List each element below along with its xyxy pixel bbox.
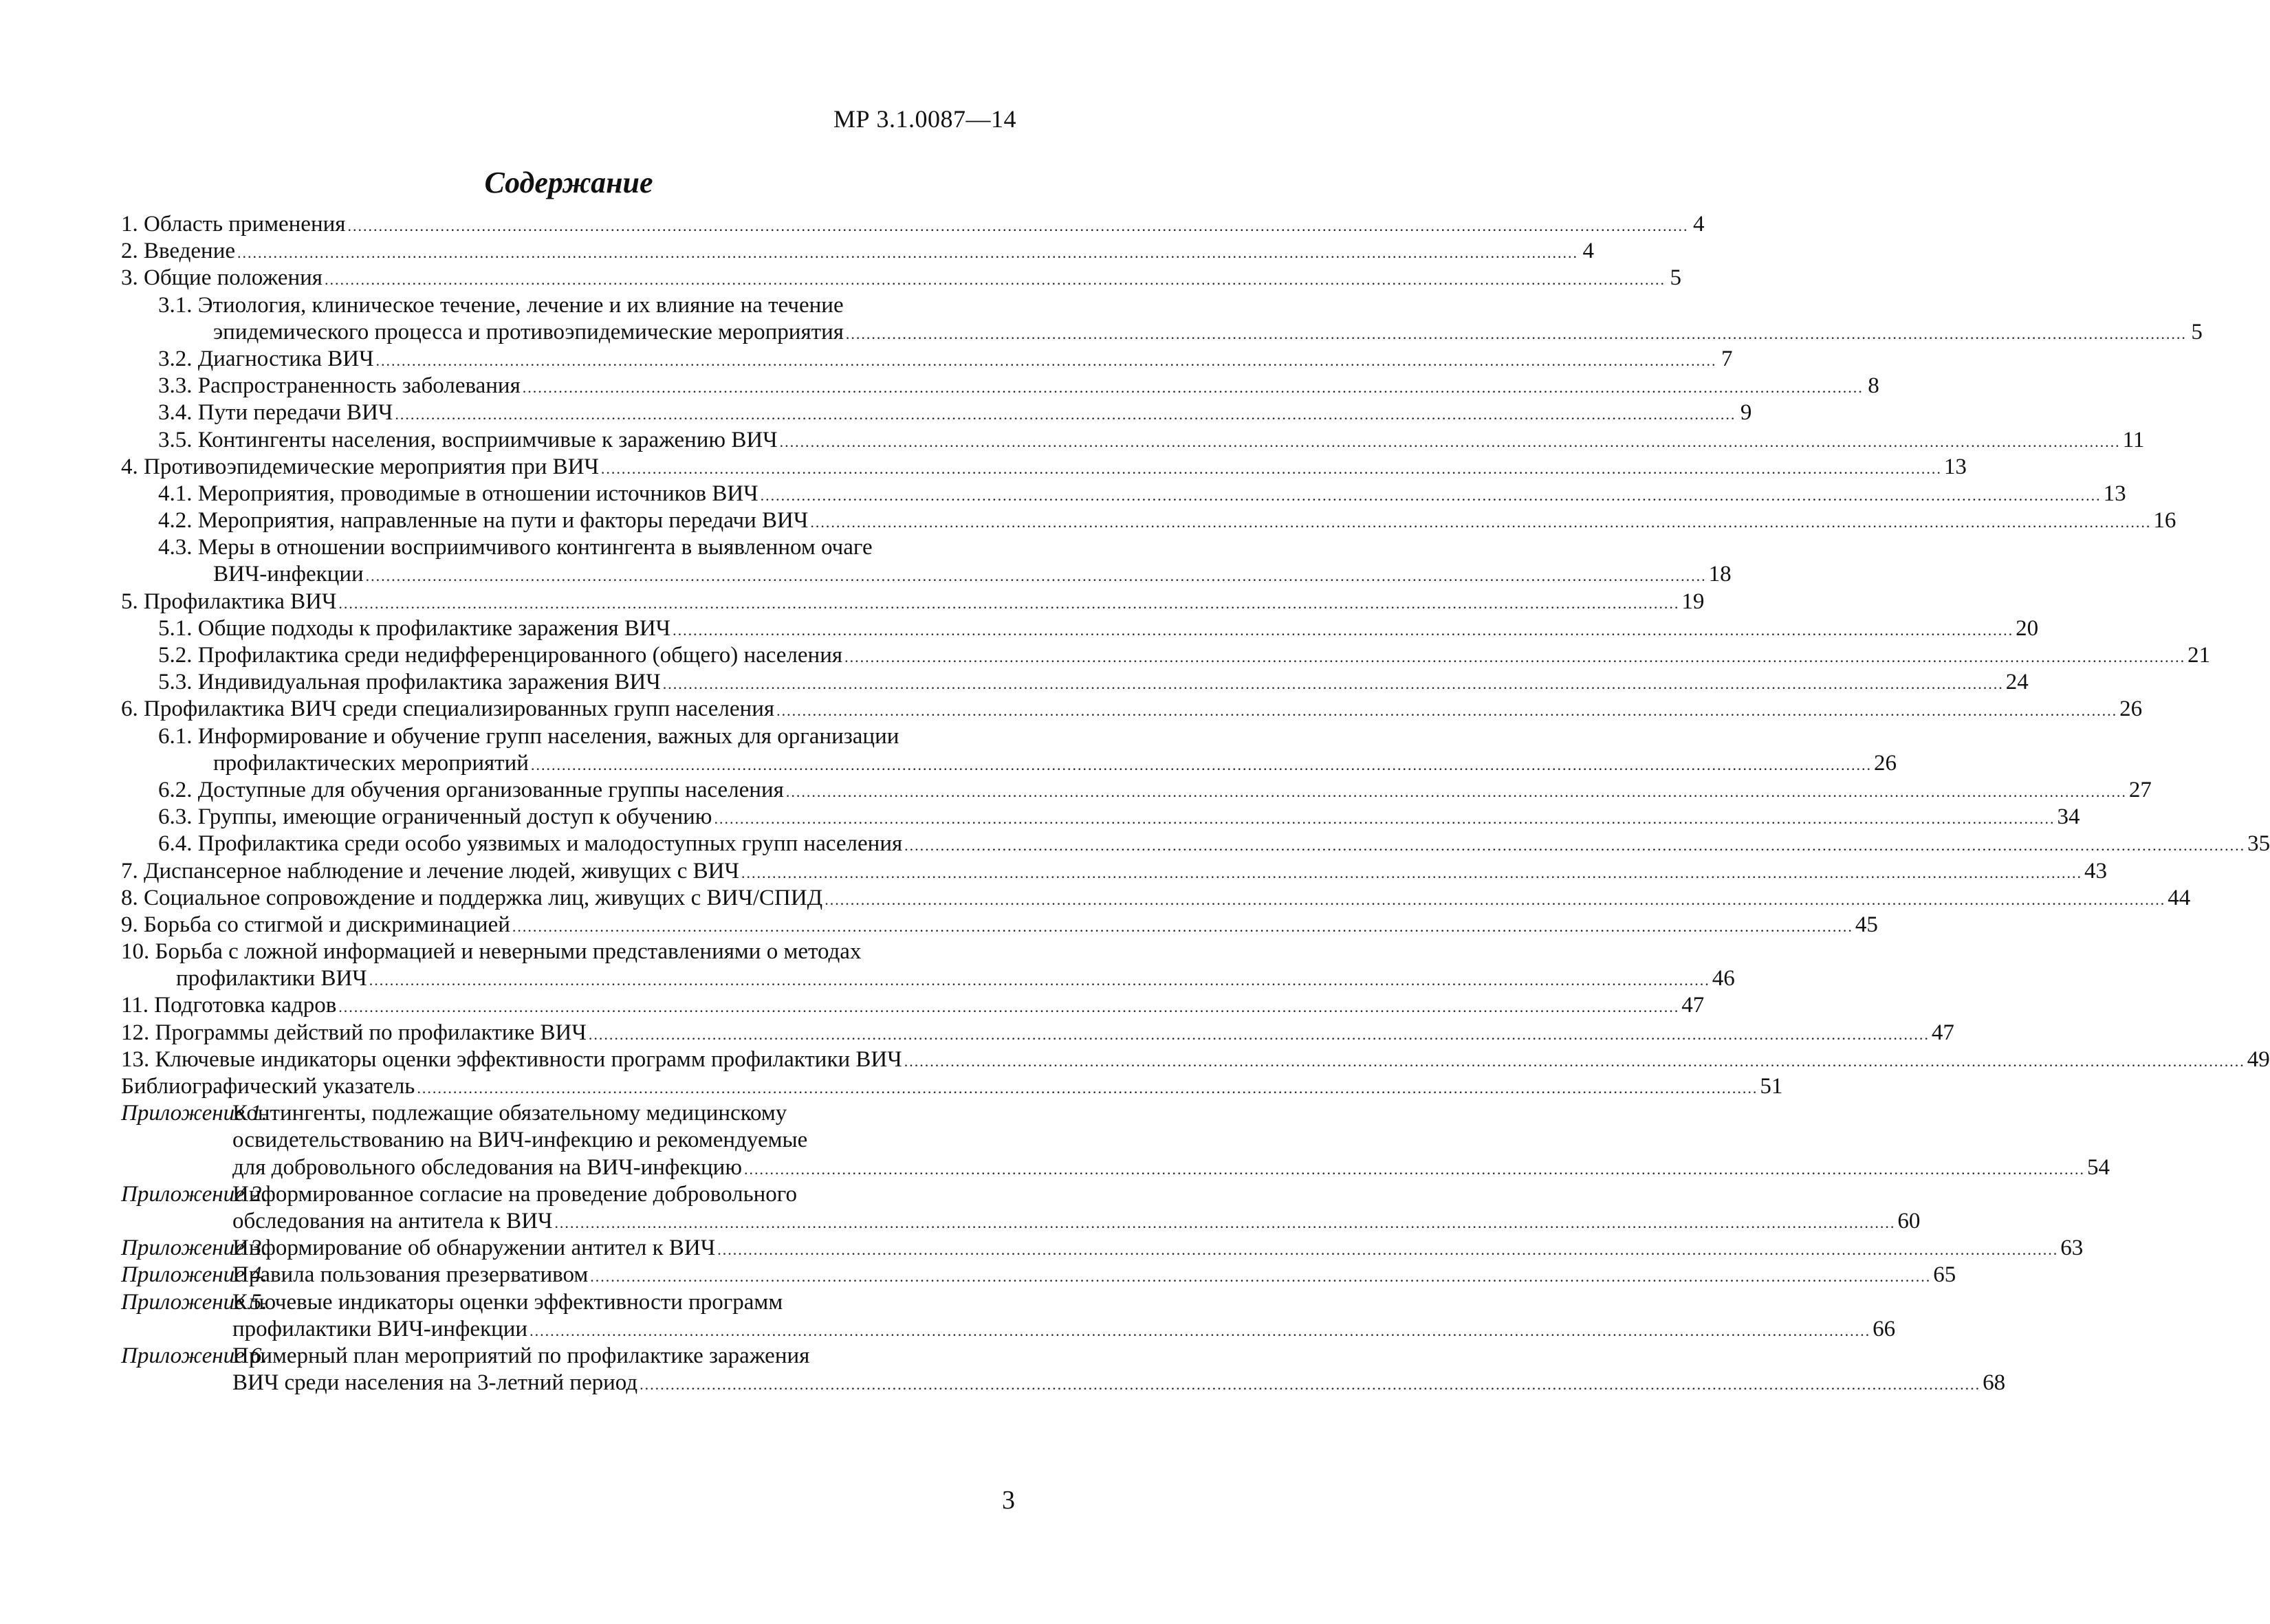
toc-entry: [121, 939, 1735, 993]
dot-leader: ....................................................................................................................................................................................................................................................................: [662, 675, 2004, 693]
toc-entry-title: ВИЧ-инфекции: [213, 562, 364, 587]
dot-leader: ....................................................................................................................................................................................................................................................................: [590, 1268, 1932, 1286]
toc-line: [121, 615, 2039, 643]
dot-leader: ....................................................................................................................................................................................................................................................................: [417, 1079, 1758, 1097]
toc-entry-title: 3.3. Распространенность заболевания: [158, 373, 521, 399]
toc-line: [121, 1343, 1014, 1370]
toc-entry-title: 4.3. Меры в отношении восприимчивого контингента в выявленном очаге: [158, 535, 873, 560]
toc-page-number: 5: [1670, 265, 1681, 291]
toc-entry-title: 3. Общие положения: [121, 265, 323, 291]
dot-leader: ....................................................................................................................................................................................................................................................................: [365, 567, 1707, 585]
page-title: Содержание: [484, 166, 653, 199]
toc-line: [121, 1236, 2084, 1262]
dot-leader: ....................................................................................................................................................................................................................................................................: [776, 702, 2118, 720]
toc-entry-title: эпидемического процесса и противоэпидемические мероприятия: [213, 319, 844, 344]
toc-entry-title: Правила пользования презервативом: [232, 1262, 589, 1288]
toc-entry: [121, 239, 1595, 265]
toc-page-number: 4: [1582, 239, 1595, 264]
toc-page-number: 24: [2005, 670, 2029, 695]
toc-entry: [121, 481, 2126, 508]
toc-page-number: 45: [1855, 912, 1878, 937]
toc-line: [121, 670, 2029, 696]
toc-page-number: 16: [2153, 508, 2176, 534]
toc-entry-title: ВИЧ среди населения на 3-летний период: [232, 1370, 638, 1396]
dot-leader: ....................................................................................................................................................................................................................................................................: [785, 782, 2127, 800]
toc-entry: [121, 535, 1732, 589]
dot-leader: ....................................................................................................................................................................................................................................................................: [717, 1241, 2059, 1259]
toc-entry: [121, 885, 2191, 912]
toc-line: [121, 535, 1014, 562]
dot-leader: ....................................................................................................................................................................................................................................................................: [810, 514, 2152, 531]
toc-entry: [121, 1020, 1954, 1047]
toc-line: [121, 1128, 1014, 1154]
toc-entry-title: Информирование об обнаружении антител к ВИЧ: [232, 1236, 716, 1261]
toc-line: [121, 1074, 1783, 1101]
toc-entry: [121, 265, 1681, 292]
dot-leader: ....................................................................................................................................................................................................................................................................: [375, 351, 1717, 369]
toc-entry-title: 1. Область применения: [121, 212, 346, 237]
toc-entry-title: Примерный план мероприятий по профилактике заражения: [232, 1343, 810, 1368]
dot-leader: ....................................................................................................................................................................................................................................................................: [904, 837, 2246, 855]
appendix-label: Приложение 1.: [121, 1101, 268, 1126]
toc-entry: [121, 696, 2143, 723]
toc-entry-title: Информированное согласие на проведение добровольного: [232, 1181, 798, 1207]
toc-page-number: 63: [2060, 1236, 2084, 1261]
toc-page-number: 13: [1943, 454, 1967, 479]
toc-line: [121, 885, 2191, 912]
toc-entry-title: 5. Профилактика ВИЧ: [121, 589, 337, 614]
toc-entry-title: 3.2. Диагностика ВИЧ: [158, 346, 374, 371]
toc-entry: [121, 723, 1897, 778]
toc-page-number: 5: [2191, 319, 2203, 344]
toc-entry-title: 3.5. Контингенты населения, восприимчивые к заражению ВИЧ: [158, 427, 778, 452]
toc-line: [121, 319, 2203, 347]
toc-entry: [121, 831, 2270, 858]
toc-entry: [121, 508, 2176, 535]
toc-page-number: 26: [2119, 696, 2143, 722]
toc-entry: [121, 1074, 1783, 1101]
toc-line: [121, 373, 1879, 400]
toc-line: [121, 481, 2126, 508]
table-of-contents: [121, 212, 2270, 1397]
toc-page-number: 66: [1873, 1316, 1896, 1341]
toc-appendix-entry: [121, 1101, 2110, 1182]
toc-entry-title: Библиографический указатель: [121, 1074, 415, 1099]
toc-page-number: 7: [1721, 346, 1733, 371]
toc-line: [121, 1154, 2110, 1182]
toc-entry-title: для добровольного обследования на ВИЧ-инфекцию: [232, 1154, 742, 1180]
toc-entry-title: 9. Борьба со стигмой и дискриминацией: [121, 912, 510, 937]
toc-line: [121, 724, 1014, 751]
dot-leader: ....................................................................................................................................................................................................................................................................: [760, 486, 2102, 504]
toc-entry: [121, 589, 1705, 616]
toc-line: [121, 239, 1595, 265]
dot-leader: ....................................................................................................................................................................................................................................................................: [522, 379, 1864, 397]
toc-page-number: 20: [2016, 615, 2039, 641]
toc-page-number: 9: [1740, 400, 1752, 426]
toc-entry-title: профилактических мероприятий: [213, 750, 529, 776]
toc-entry-title: 10. Борьба с ложной информацией и неверными представлениями о методах: [121, 939, 862, 965]
toc-entry-title: 7. Диспансерное наблюдение и лечение людей, живущих с ВИЧ: [121, 858, 739, 884]
toc-entry-title: 5.1. Общие подходы к профилактике заражения ВИЧ: [158, 615, 671, 641]
toc-line: [121, 750, 1897, 778]
toc-entry: [121, 400, 1752, 427]
toc-entry-title: 8. Социальное сопровождение и поддержка лиц, живущих с ВИЧ/СПИД: [121, 885, 823, 910]
appendix-label: Приложение 4.: [121, 1262, 268, 1288]
toc-page-number: 11: [2122, 427, 2145, 452]
toc-line: [121, 589, 1705, 616]
dot-leader: ....................................................................................................................................................................................................................................................................: [904, 1052, 2245, 1070]
toc-entry: [121, 454, 1967, 481]
toc-entry: [121, 292, 2203, 347]
toc-entry: [121, 777, 2152, 804]
toc-line: [121, 1262, 1956, 1289]
toc-appendix-entry: [121, 1262, 1956, 1289]
toc-page-number: 51: [1760, 1074, 1783, 1099]
toc-line: [121, 293, 1014, 320]
toc-page-number: 43: [2084, 858, 2107, 884]
toc-line: [121, 939, 1014, 966]
toc-page-number: 27: [2128, 777, 2152, 802]
dot-leader: ....................................................................................................................................................................................................................................................................: [324, 271, 1666, 289]
dot-leader: ....................................................................................................................................................................................................................................................................: [845, 325, 2187, 342]
toc-entry: [121, 346, 1733, 373]
toc-page-number: 13: [2103, 481, 2126, 506]
toc-line: [121, 858, 2107, 886]
toc-entry-title: 3.1. Этиология, клиническое течение, лечение и их влияние на течение: [158, 292, 844, 318]
toc-page-number: 35: [2247, 831, 2270, 857]
toc-entry: [121, 993, 1705, 1020]
toc-line: [121, 1208, 1921, 1236]
dot-leader: ....................................................................................................................................................................................................................................................................: [714, 810, 2055, 828]
toc-line: [121, 777, 2152, 804]
document-code: МР 3.1.0087—14: [833, 105, 1016, 133]
toc-line: [121, 265, 1681, 292]
toc-entry-title: 6.3. Группы, имеющие ограниченный доступ к обучению: [158, 804, 712, 830]
dot-leader: ....................................................................................................................................................................................................................................................................: [338, 594, 1680, 612]
dot-leader: ....................................................................................................................................................................................................................................................................: [347, 217, 1689, 234]
toc-page-number: 34: [2057, 804, 2080, 830]
appendix-label: Приложение 3.: [121, 1236, 268, 1261]
toc-line: [121, 212, 1705, 239]
toc-entry: [121, 643, 2211, 670]
toc-line: [121, 1101, 1014, 1128]
dot-leader: ....................................................................................................................................................................................................................................................................: [338, 998, 1680, 1016]
dot-leader: ....................................................................................................................................................................................................................................................................: [530, 756, 1872, 773]
dot-leader: ....................................................................................................................................................................................................................................................................: [237, 244, 1579, 262]
toc-entry-title: Контингенты, подлежащие обязательному медицинскому: [232, 1101, 787, 1126]
toc-line: [121, 831, 2270, 858]
toc-page-number: 47: [1681, 993, 1705, 1018]
toc-page-number: 47: [1931, 1020, 1954, 1045]
toc-entry-title: 4. Противоэпидемические мероприятия при ВИЧ: [121, 454, 599, 479]
toc-entry: [121, 1046, 2270, 1074]
toc-appendix-entry: [121, 1343, 2006, 1397]
dot-leader: ....................................................................................................................................................................................................................................................................: [554, 1214, 1896, 1231]
dot-leader: ....................................................................................................................................................................................................................................................................: [640, 1376, 1981, 1394]
toc-entry: [121, 427, 2145, 454]
toc-line: [121, 1290, 1014, 1317]
toc-page-number: 60: [1897, 1208, 1921, 1233]
appendix-label: Приложение 6.: [121, 1343, 268, 1368]
toc-page-number: 68: [1983, 1370, 2006, 1396]
toc-page-number: 54: [2086, 1154, 2110, 1180]
toc-line: [121, 804, 2080, 831]
toc-entry: [121, 670, 2029, 696]
toc-entry-title: 3.4. Пути передачи ВИЧ: [158, 400, 393, 426]
toc-page-number: 44: [2168, 885, 2191, 910]
dot-leader: ....................................................................................................................................................................................................................................................................: [743, 1160, 2085, 1178]
dot-leader: ....................................................................................................................................................................................................................................................................: [741, 864, 2082, 881]
toc-line: [121, 1020, 1954, 1047]
toc-line: [121, 1182, 1014, 1209]
toc-appendix-entry: [121, 1289, 1896, 1343]
toc-entry-title: обследования на антитела к ВИЧ: [232, 1208, 553, 1233]
toc-page-number: 46: [1712, 966, 1735, 991]
dot-leader: ....................................................................................................................................................................................................................................................................: [512, 917, 1853, 935]
toc-entry-title: 6.1. Информирование и обучение групп населения, важных для организации: [158, 723, 899, 749]
toc-appendix-entry: [121, 1236, 2084, 1262]
toc-entry-title: профилактики ВИЧ-инфекции: [232, 1316, 528, 1341]
toc-entry: [121, 373, 1879, 400]
toc-line: [121, 1370, 2006, 1397]
toc-entry-title: освидетельствованию на ВИЧ-инфекцию и рекомендуемые: [232, 1128, 808, 1153]
dot-leader: ....................................................................................................................................................................................................................................................................: [600, 459, 1942, 477]
toc-line: [121, 696, 2143, 723]
toc-entry-title: 6. Профилактика ВИЧ среди специализированных групп населения: [121, 696, 775, 722]
toc-page-number: 49: [2247, 1046, 2270, 1072]
toc-line: [121, 562, 1732, 589]
toc-line: [121, 643, 2211, 670]
toc-line: [121, 966, 1735, 993]
toc-line: [121, 508, 2176, 535]
toc-line: [121, 993, 1705, 1020]
toc-entry-title: Ключевые индикаторы оценки эффективности программ: [232, 1289, 783, 1315]
dot-leader: ....................................................................................................................................................................................................................................................................: [530, 1321, 1871, 1339]
dot-leader: ....................................................................................................................................................................................................................................................................: [588, 1025, 1930, 1043]
toc-entry-title: 4.2. Мероприятия, направленные на пути и факторы передачи ВИЧ: [158, 508, 809, 534]
toc-line: [121, 454, 1967, 481]
toc-entry-title: профилактики ВИЧ: [176, 966, 367, 991]
toc-entry-title: 6.2. Доступные для обучения организованные группы населения: [158, 777, 784, 802]
dot-leader: ....................................................................................................................................................................................................................................................................: [844, 648, 2186, 666]
dot-leader: ....................................................................................................................................................................................................................................................................: [673, 621, 2014, 639]
toc-line: [121, 912, 1878, 939]
dot-leader: ....................................................................................................................................................................................................................................................................: [369, 972, 1710, 989]
toc-entry: [121, 804, 2080, 831]
toc-line: [121, 346, 1733, 373]
toc-page-number: 65: [1933, 1262, 1956, 1288]
toc-entry-title: 5.3. Индивидуальная профилактика заражения ВИЧ: [158, 670, 661, 695]
toc-page-number: 26: [1873, 750, 1897, 776]
toc-page-number: 21: [2187, 643, 2211, 668]
toc-entry-title: 4.1. Мероприятия, проводимые в отношении источников ВИЧ: [158, 481, 759, 506]
toc-entry: [121, 858, 2107, 886]
toc-page-number: 18: [1708, 562, 1732, 587]
toc-line: [121, 1046, 2270, 1074]
appendix-label: Приложение 2.: [121, 1181, 268, 1207]
toc-page-number: 19: [1681, 589, 1705, 614]
toc-entry: [121, 615, 2039, 643]
toc-appendix-entry: [121, 1181, 1921, 1236]
toc-line: [121, 1316, 1896, 1343]
toc-page-number: 8: [1868, 373, 1879, 399]
dot-leader: ....................................................................................................................................................................................................................................................................: [825, 890, 2166, 908]
toc-entry-title: 2. Введение: [121, 239, 236, 264]
appendix-label: Приложение 5.: [121, 1289, 268, 1315]
toc-line: [121, 427, 2145, 454]
toc-entry-title: 11. Подготовка кадров: [121, 993, 337, 1018]
toc-entry-title: 13. Ключевые индикаторы оценки эффективности программ профилактики ВИЧ: [121, 1046, 902, 1072]
toc-entry-title: 6.4. Профилактика среди особо уязвимых и малодоступных групп населения: [158, 831, 903, 857]
toc-entry: [121, 912, 1878, 939]
dot-leader: ....................................................................................................................................................................................................................................................................: [395, 406, 1736, 424]
toc-line: [121, 400, 1752, 427]
toc-page-number: 4: [1692, 212, 1705, 237]
toc-entry-title: 12. Программы действий по профилактике ВИЧ: [121, 1020, 587, 1045]
toc-entry: [121, 212, 1705, 239]
page-number: 3: [1002, 1486, 1015, 1515]
toc-entry-title: 5.2. Профилактика среди недифференцированного (общего) населения: [158, 643, 843, 668]
dot-leader: ....................................................................................................................................................................................................................................................................: [779, 432, 2121, 450]
